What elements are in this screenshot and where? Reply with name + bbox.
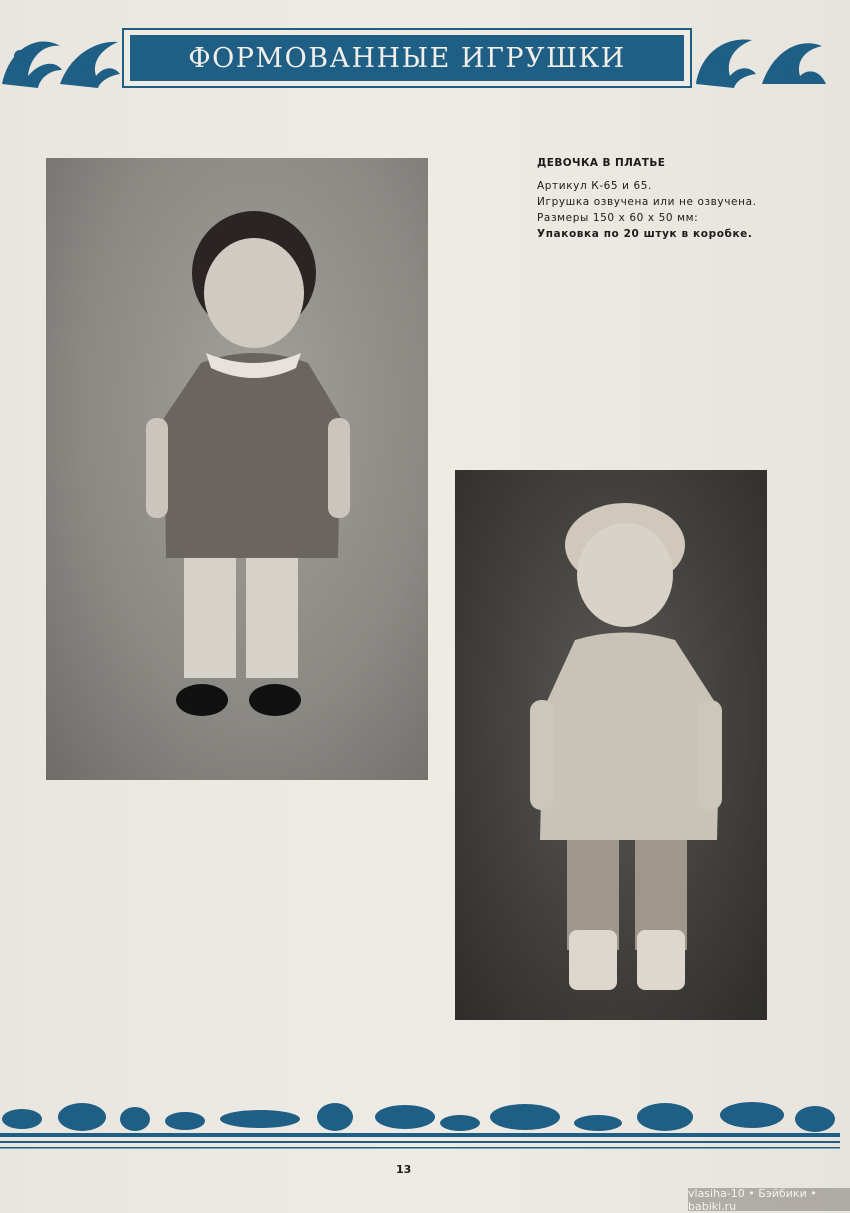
ornament-left <box>0 26 122 90</box>
product-packaging: Упаковка по 20 штук в коробке. <box>537 228 753 240</box>
product-title: ДЕВОЧКА В ПЛАТЬЕ <box>537 157 666 169</box>
page-number: 13 <box>396 1163 412 1176</box>
photo-doll-light-hair <box>455 470 767 1020</box>
animal-frieze <box>0 1093 840 1157</box>
product-description <box>537 155 757 242</box>
doll-figure <box>455 470 767 1020</box>
title-banner <box>122 28 692 88</box>
product-dimensions: Размеры 150 х 60 х 50 мм: <box>537 212 699 224</box>
doll-figure <box>46 158 428 780</box>
product-sound: Игрушка озвучена или не озвучена. <box>537 196 757 208</box>
page-title: ФОРМОВАННЫЕ ИГРУШКИ <box>130 35 684 81</box>
ornament-right <box>692 26 830 90</box>
watermark: vlasiha-10 • Бэйбики • babiki.ru <box>688 1188 850 1211</box>
photo-doll-dark-hair <box>46 158 428 780</box>
product-article: Артикул К-65 и 65. <box>537 180 652 192</box>
